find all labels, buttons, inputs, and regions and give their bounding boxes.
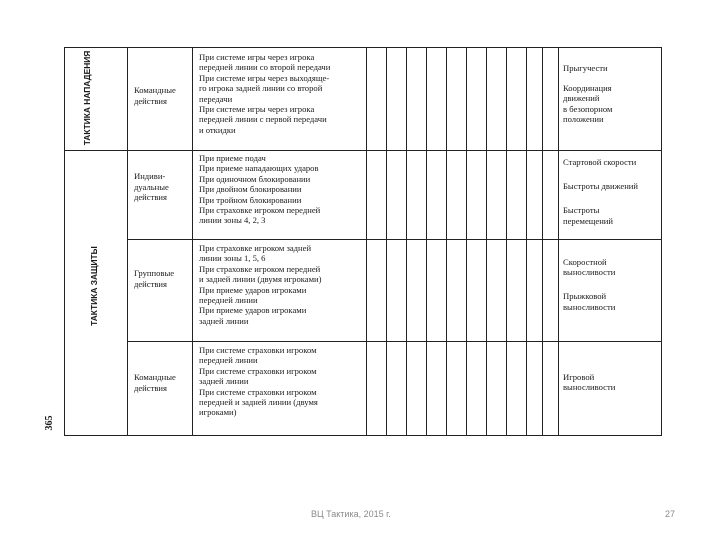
list-item: При двойном блокировании: [199, 184, 302, 195]
list-item: При одиночном блокировании: [199, 173, 311, 184]
list-item: При системе страховки игроком: [199, 345, 317, 355]
frame-right: [661, 47, 662, 436]
list-item: и откидки: [199, 124, 236, 135]
col-divider: [426, 47, 427, 436]
qualities-list: Игровой выносливости: [563, 372, 616, 393]
section-defense-label: ТАКТИКА ЗАЩИТЫ: [89, 246, 99, 326]
col-divider: [386, 47, 387, 436]
list-item: При системе игры через игрока: [199, 104, 315, 115]
list-item: При приеме ударов игроками: [199, 284, 307, 295]
side-page-number: 365: [44, 415, 55, 431]
list-item: линии зоны 1, 5, 6: [199, 253, 266, 264]
list-item: При системе игры через выходяще-: [199, 72, 330, 83]
col-divider: [192, 47, 193, 436]
scanned-table: [44, 47, 664, 437]
list-item: При приеме ударов игроками: [199, 305, 307, 316]
col-divider: [466, 47, 467, 436]
row-divider: [64, 150, 662, 151]
list-item: При страховке игроком задней: [199, 243, 312, 253]
list-item: При приеме подач: [199, 153, 266, 163]
list-item: При страховке игроком передней: [199, 263, 321, 274]
col-divider: [366, 47, 367, 436]
list-item: и задней линии (двумя игроками): [199, 274, 322, 285]
list-item: При страховке игроком передней: [199, 205, 321, 216]
list-item: линии зоны 4, 2, 3: [199, 215, 266, 226]
col-divider: [446, 47, 447, 436]
frame-top: [64, 47, 662, 48]
col-divider: [486, 47, 487, 436]
list-item: го игрока задней линии со второй: [199, 83, 323, 94]
group-label: Командные действия: [134, 372, 176, 393]
qualities-list: Стартовой скорости Быстроты движений Быстроты перемещений: [563, 157, 639, 226]
list-item: игроками): [199, 407, 237, 418]
group-label: Групповые действия: [134, 268, 175, 289]
group-label: Индиви- дуальные действия: [134, 171, 169, 203]
items-list: [199, 345, 318, 418]
section-attack-label: ТАКТИКА НАПАДЕНИЯ: [82, 50, 92, 146]
list-item: При системе страховки игроком: [199, 365, 317, 376]
list-item: передней линии с первой передачи: [199, 114, 327, 125]
qualities-list: Скоростной выносливости Прыжковой выносливости: [563, 257, 616, 312]
list-item: При системе страховки игроком: [199, 386, 317, 397]
items-list: [199, 243, 322, 326]
qualities-list: Прыгучести Координация движений в безопорном положении: [563, 63, 613, 124]
col-divider: [406, 47, 407, 436]
items-list: [199, 153, 320, 226]
col-divider: [506, 47, 507, 436]
group-label: Командные действия: [134, 85, 176, 106]
list-item: передней линии: [199, 355, 258, 366]
frame-bottom: [64, 435, 662, 436]
list-item: При системе игры через игрока: [199, 52, 315, 62]
list-item: передней линии со второй передачи: [199, 62, 331, 73]
list-item: задней линии: [199, 315, 249, 326]
list-item: передней и задней линии (двумя: [199, 397, 318, 408]
col-divider: [127, 47, 128, 436]
frame-left: [64, 47, 65, 436]
list-item: передачи: [199, 93, 233, 104]
list-item: При приеме нападающих ударов: [199, 163, 319, 174]
col-divider: [558, 47, 559, 436]
list-item: передней линии: [199, 295, 258, 306]
list-item: При тройном блокировании: [199, 194, 302, 205]
items-list: [199, 52, 330, 135]
row-divider: [127, 239, 662, 240]
row-divider: [127, 341, 662, 342]
col-divider: [526, 47, 527, 436]
slide-number: 27: [665, 509, 676, 519]
footer-caption: ВЦ Тактика, 2015 г.: [311, 509, 391, 519]
list-item: задней линии: [199, 376, 249, 387]
col-divider: [542, 47, 543, 436]
